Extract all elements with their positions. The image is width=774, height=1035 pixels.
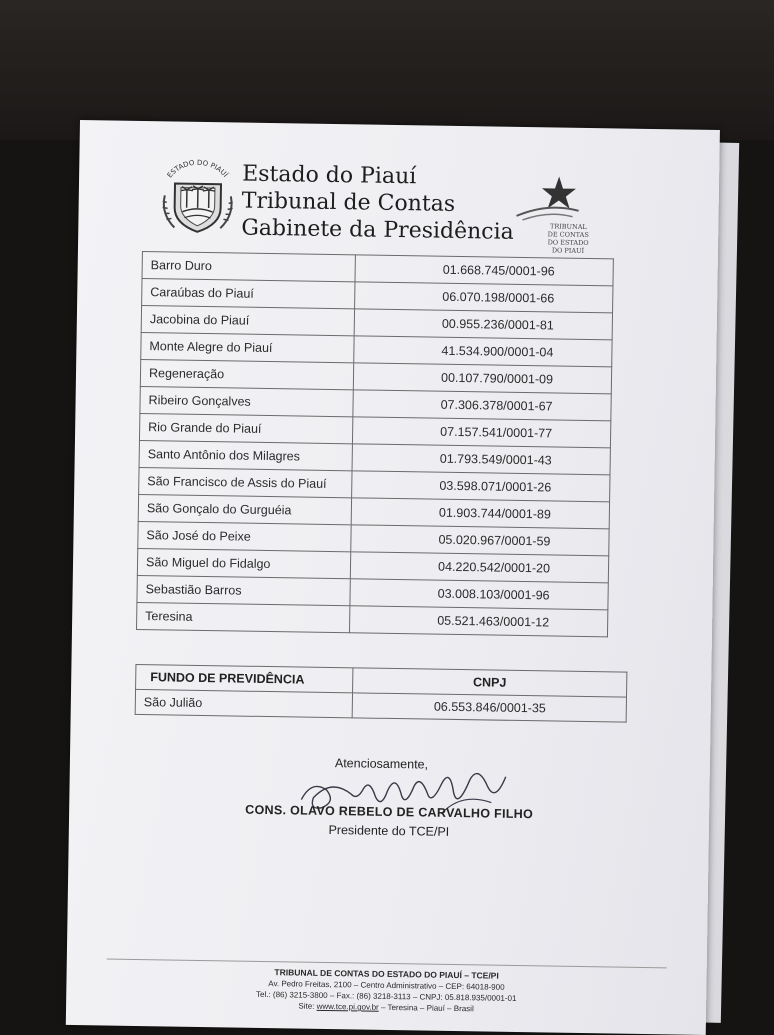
municipality-name: Barro Duro — [142, 251, 355, 281]
closing-block — [70, 752, 710, 762]
municipality-cnpj: 05.521.463/0001-12 — [349, 606, 607, 637]
municipality-cnpj: 01.793.549/0001-43 — [352, 444, 610, 475]
letterhead-line-state: Estado do Piauí — [242, 161, 515, 192]
letterhead-line-court: Tribunal de Contas — [242, 188, 515, 219]
municipality-cnpj: 03.598.071/0001-26 — [352, 471, 610, 502]
tce-logo-text-2: DE CONTAS — [548, 230, 589, 239]
svg-text:ESTADO DO PIAUÍ — [166, 158, 231, 180]
tce-logo-text-4: DO PIAUÍ — [552, 245, 585, 255]
footer-phones: Tel.: (86) 3215-3800 – Fax.: (86) 3218-3113 – CNPJ: 05.818.935/0001-01 — [66, 987, 706, 1006]
municipality-cnpj: 05.020.967/0001-59 — [351, 525, 609, 556]
municipality-name: São Gonçalo do Gurguéia — [138, 494, 351, 524]
municipality-cnpj: 07.306.378/0001-67 — [353, 390, 611, 421]
letterhead-title-block — [241, 161, 515, 246]
municipality-cnpj: 06.070.198/0001-66 — [355, 282, 613, 313]
tce-logo-icon — [508, 172, 609, 264]
letterhead-line-office: Gabinete da Presidência — [241, 215, 514, 246]
municipality-name: Santo Antônio dos Milagres — [139, 440, 352, 470]
municipality-cnpj: 03.008.103/0001-96 — [350, 579, 608, 610]
municipality-cnpj: 00.955.236/0001-81 — [354, 309, 612, 340]
footer-site-link[interactable]: www.tce.pi.gov.br — [317, 1002, 379, 1012]
background — [0, 0, 774, 140]
municipality-name: São Francisco de Assis do Piauí — [139, 467, 352, 497]
municipality-cnpj: 41.534.900/0001-04 — [354, 336, 612, 367]
municipality-cnpj: 07.157.541/0001-77 — [352, 417, 610, 448]
letterhead — [78, 120, 720, 260]
footer-address: Av. Pedro Freitas, 2100 – Centro Administrativo – CEP: 64018-900 — [66, 976, 706, 995]
tce-logo-text-3: DO ESTADO — [548, 238, 589, 247]
municipality-name: Jacobina do Piauí — [141, 305, 354, 335]
fund-name: São Julião — [135, 689, 352, 717]
municipality-name: Ribeiro Gonçalves — [140, 386, 353, 416]
pension-fund-table — [135, 664, 628, 723]
municipality-cnpj: 01.903.744/0001-89 — [351, 498, 609, 529]
municipality-name: Sebastião Barros — [137, 575, 350, 605]
footer-site-label: Site: — [298, 1002, 314, 1011]
footer-title: TRIBUNAL DE CONTAS DO ESTADO DO PIAUÍ – TCE/PI — [67, 964, 707, 984]
municipality-name: Rio Grande do Piauí — [139, 413, 352, 443]
footer-site-rest: – Teresina – Piauí – Brasil — [381, 1003, 474, 1013]
document-page — [66, 120, 720, 1035]
municipality-name: São Miguel do Fidalgo — [137, 548, 350, 578]
municipality-name: São José do Peixe — [138, 521, 351, 551]
municipality-name: Regeneração — [140, 359, 353, 389]
state-crest-icon — [156, 155, 239, 238]
municipality-cnpj: 00.107.790/0001-09 — [353, 363, 611, 394]
municipality-name: Monte Alegre do Piauí — [141, 332, 354, 362]
fund-cnpj: 06.553.846/0001-35 — [352, 693, 626, 722]
municipality-name: Teresina — [137, 602, 350, 632]
closing-greeting: Atenciosamente, — [335, 756, 428, 771]
tce-logo-text-1: TRIBUNAL — [550, 222, 588, 231]
header-fund: FUNDO DE PREVIDÊNCIA — [136, 664, 353, 692]
crest-text: ESTADO DO PIAUÍ — [166, 158, 231, 180]
header-cnpj: CNPJ — [353, 668, 627, 697]
municipality-cnpj: 01.668.745/0001-96 — [355, 255, 613, 286]
signer-role: Presidente do TCE/PI — [69, 819, 709, 843]
municipality-cnpj: 04.220.542/0001-20 — [350, 552, 608, 583]
municipality-name: Caraúbas do Piauí — [142, 278, 355, 308]
municipality-table — [136, 251, 614, 637]
page-footer — [67, 958, 707, 968]
signer-name: CONS. OLAVO REBELO DE CARVALHO FILHO — [69, 800, 709, 824]
